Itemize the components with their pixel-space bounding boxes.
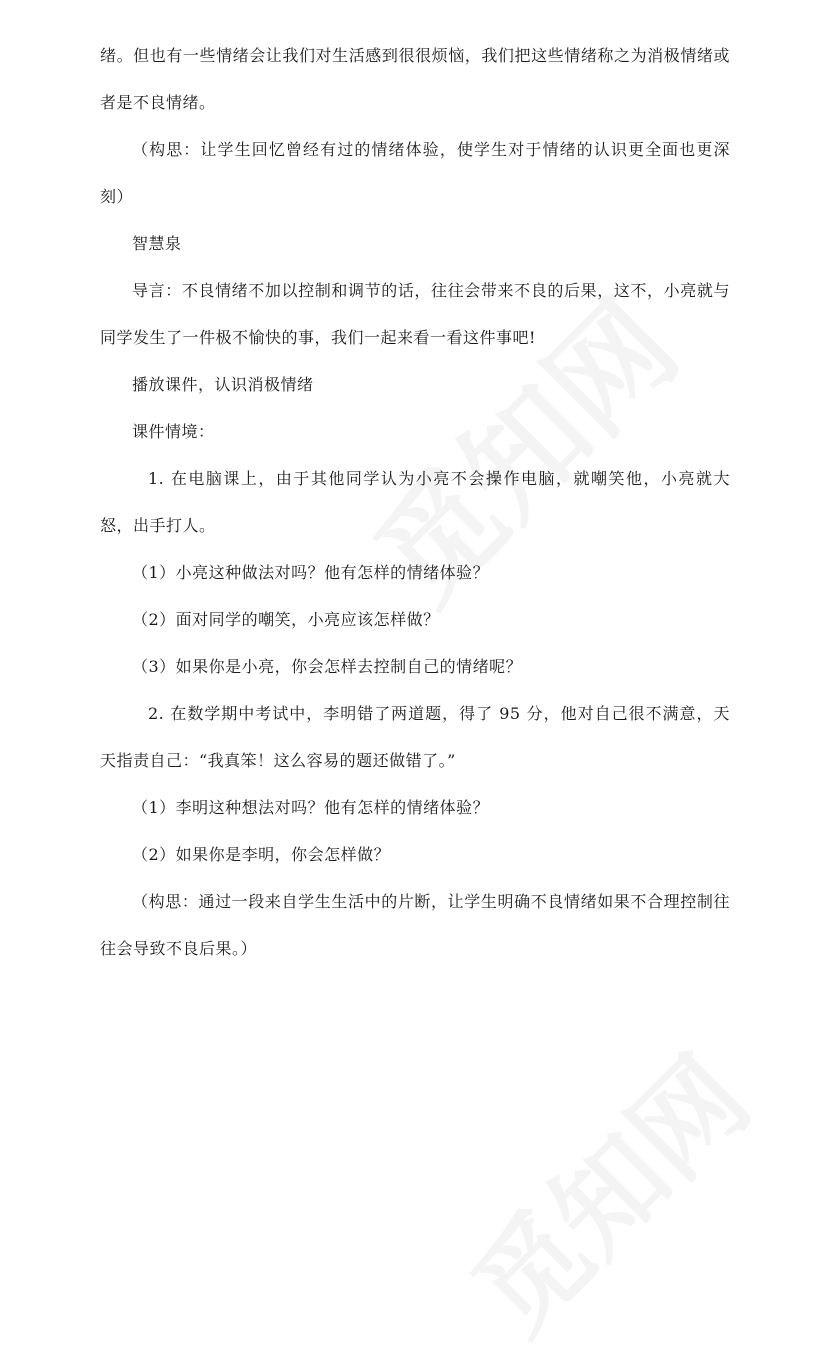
question-1-1: （1）小亮这种做法对吗？他有怎样的情绪体验？ [132,563,490,582]
paragraph-design-note-2: （构思：通过一段来自学生生活中的片断，让学生明确不良情绪如果不合理控制往往会导致不良后果。） [100,892,730,958]
question-1-3: （3）如果你是小亮，你会怎样去控制自己的情绪呢？ [132,657,523,676]
paragraph-introduction: 导言：不良情绪不加以控制和调节的话，往往会带来不良的后果，这不，小亮就与同学发生了一件极不愉快的事，我们一起来看一看这件事吧! [100,281,730,347]
watermark-bottom [432,1016,777,1361]
paragraph-play-courseware: 播放课件，认识消极情绪 [132,375,314,394]
paragraph-courseware-scenario: 课件情境： [132,422,215,441]
question-1-2: （2）面对同学的嘲笑，小亮应该怎样做？ [132,610,440,629]
scenario-item-2: 2. 在数学期中考试中，李明错了两道题，得了 95 分，他对自己很不满意，天天指责自己：“我真笨！这么容易的题还做错了。” [100,704,730,770]
paragraph-design-note-1: （构思：让学生回忆曾经有过的情绪体验，使学生对于情绪的认识更全面也更深刻） [100,140,730,206]
section-heading-wisdom-spring: 智慧泉 [132,234,182,253]
question-2-2: （2）如果你是李明，你会怎样做？ [132,845,391,864]
scenario-item-1: 1. 在电脑课上，由于其他同学认为小亮不会操作电脑，就嘲笑他，小亮就大怒，出手打人。 [100,469,730,535]
paragraph-negative-emotions: 绪。但也有一些情绪会让我们对生活感到很很烦恼，我们把这些情绪称之为消极情绪或者是不良情绪。 [100,46,730,112]
question-2-1: （1）李明这种想法对吗？他有怎样的情绪体验？ [132,798,490,817]
